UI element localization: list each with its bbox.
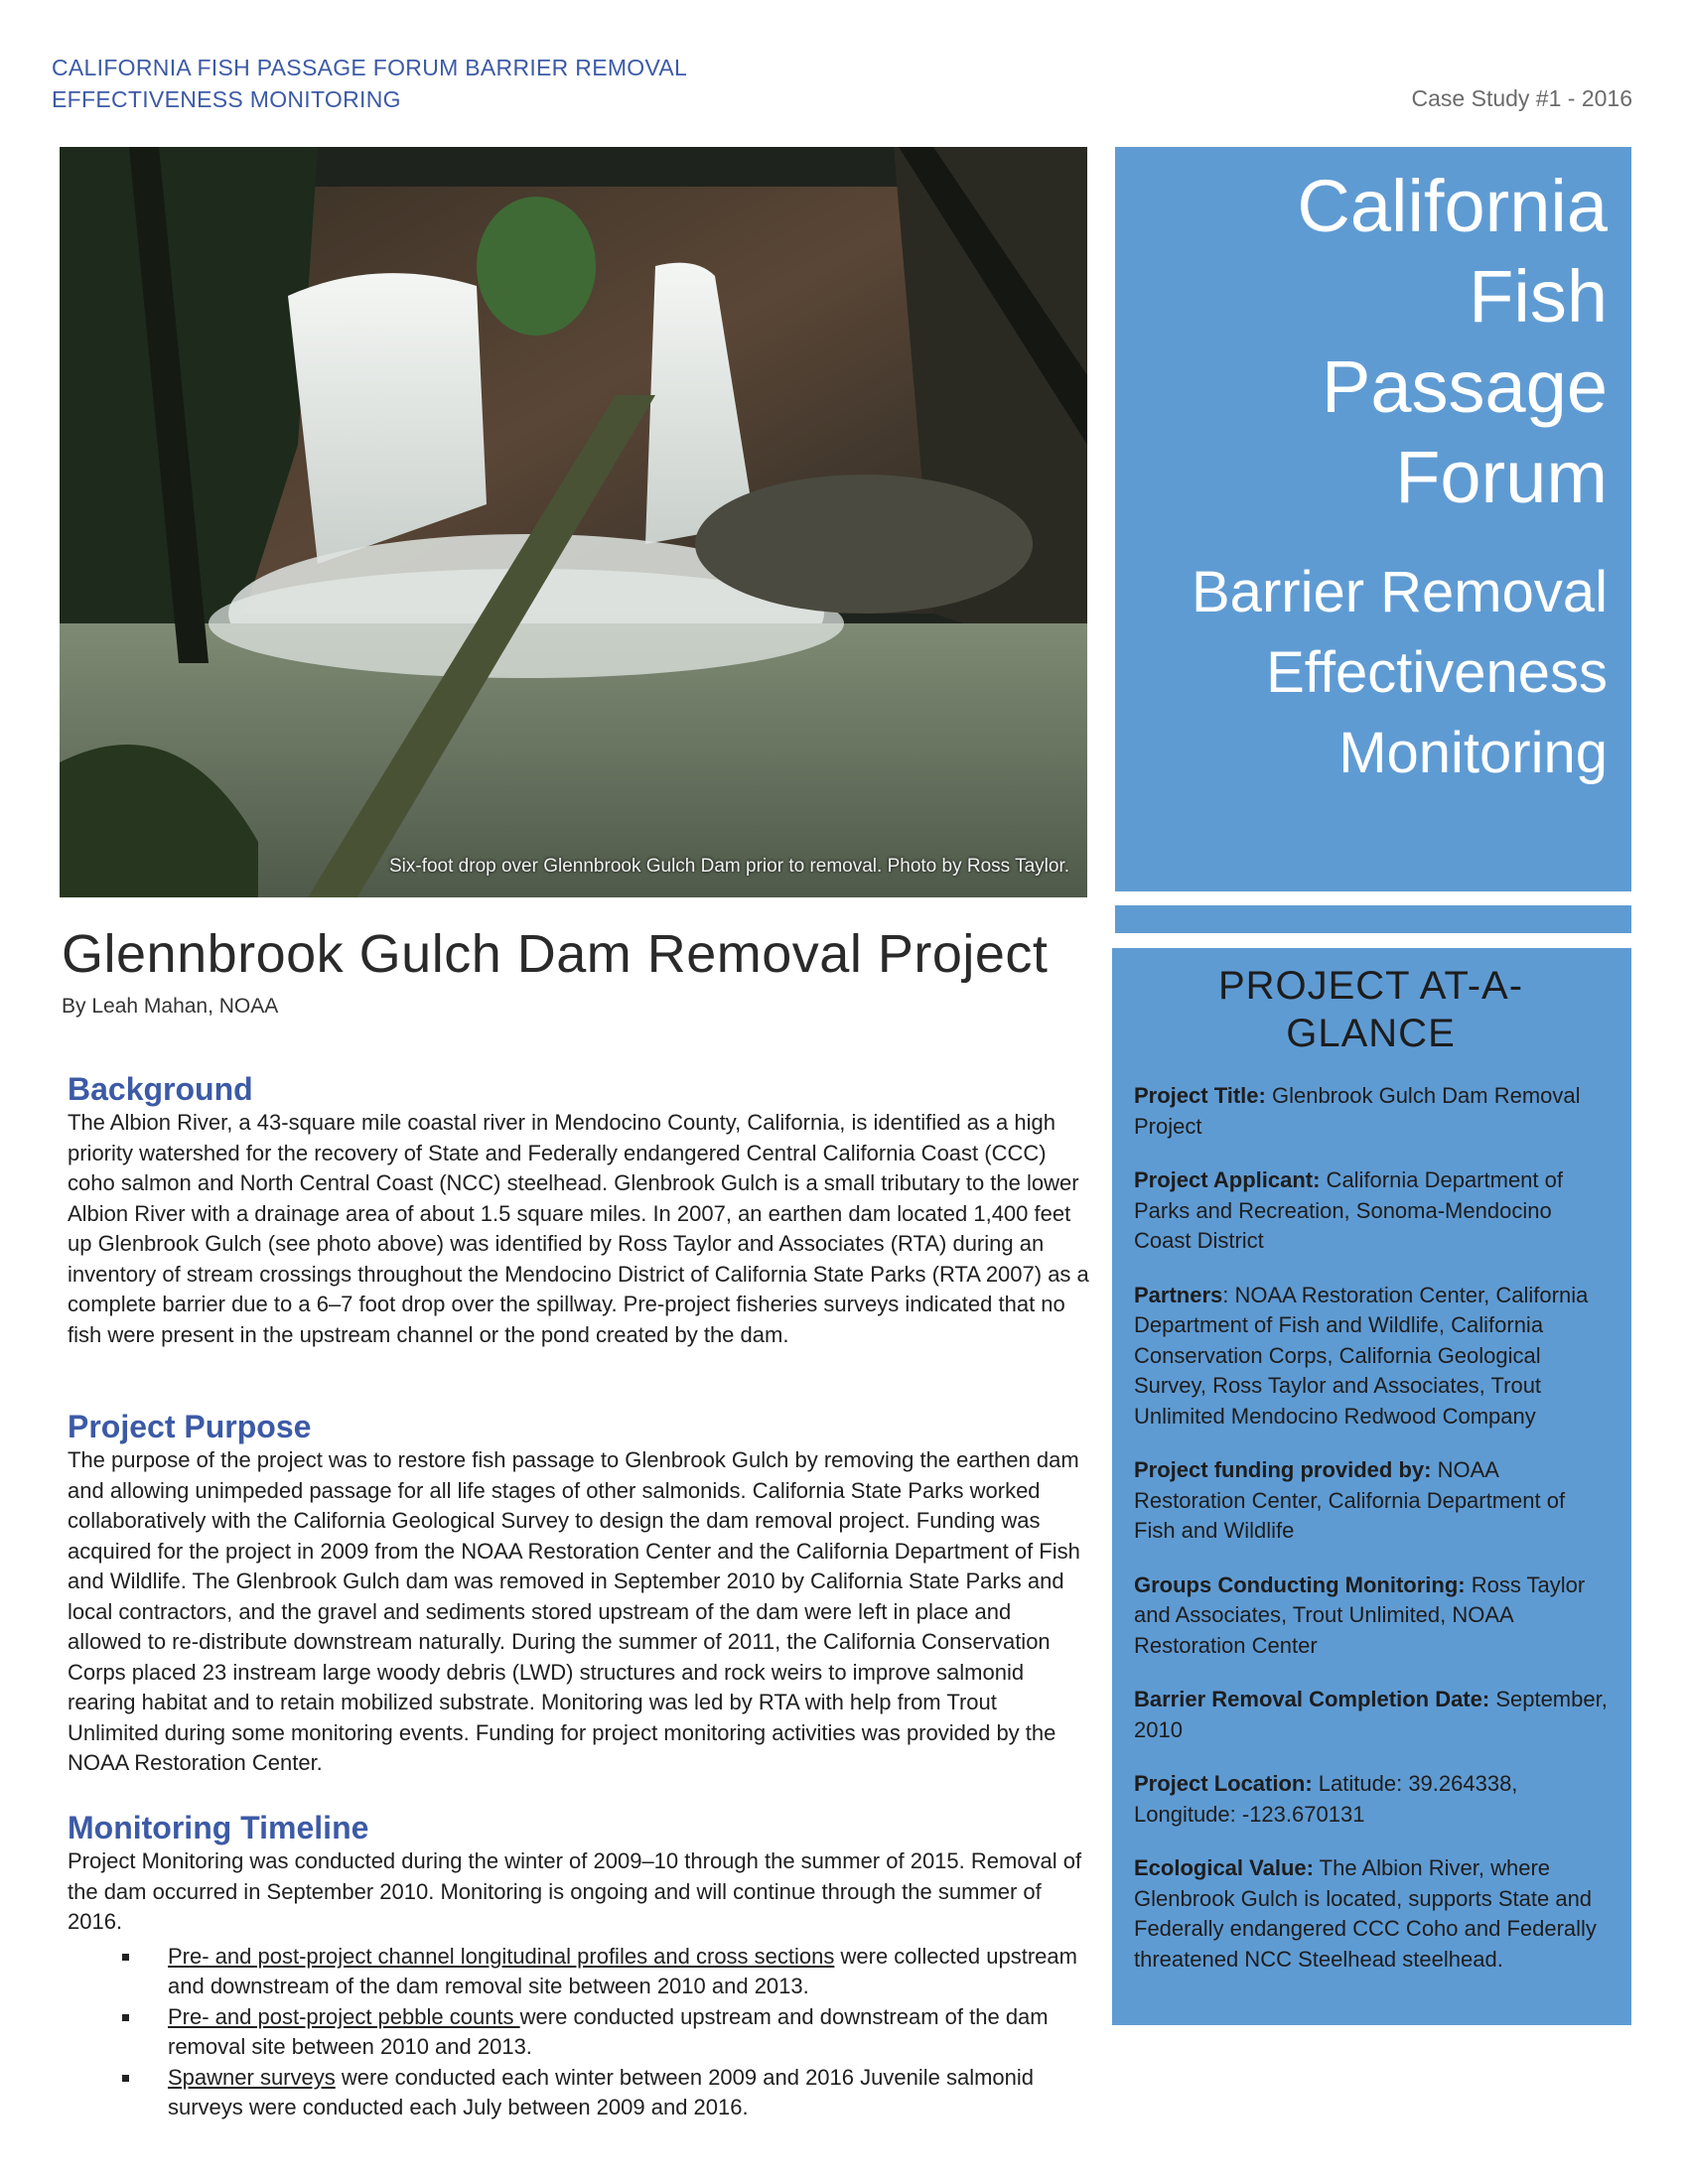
- glance-item-funding: [1134, 1455, 1608, 1547]
- purpose-heading: Project Purpose: [68, 1409, 312, 1444]
- glance-title: PROJECT AT-A-GLANCE: [1217, 964, 1524, 1055]
- waterfall-photo: [60, 147, 1087, 897]
- forum-subtitle-line2: Effectiveness: [1266, 640, 1608, 705]
- glance-item-completion-date: [1134, 1685, 1608, 1745]
- forum-subtitle-line1: Barrier Removal: [1192, 560, 1608, 624]
- timeline-text: Project Monitoring was conducted during the winter of 2009–10 through the summer of 2015. Removal of the dam occurred in September 2010. Monitoring is ongoing and will continue through the summer of 2016.: [68, 1848, 1082, 1934]
- glance-value: NOAA Restoration Center, California Department of Fish and Wildlife: [1134, 1457, 1566, 1543]
- divider-bar: [1115, 905, 1631, 933]
- glance-value: September, 2010: [1134, 1687, 1608, 1742]
- photo-caption: Six-foot drop over Glennbrook Gulch Dam prior to removal. Photo by Ross Taylor.: [388, 856, 1069, 877]
- running-header-line2: EFFECTIVENESS MONITORING: [52, 86, 401, 112]
- list-item-link: Pre- and post-project pebble counts: [168, 2003, 520, 2029]
- background-heading: Background: [68, 1071, 253, 1107]
- list-item-link: Spawner surveys: [168, 2064, 336, 2090]
- page-title: Glennbrook Gulch Dam Removal Project: [62, 924, 1049, 984]
- running-header: [52, 52, 806, 115]
- byline: By Leah Mahan, NOAA: [62, 995, 279, 1018]
- glance-item-partners: [1134, 1281, 1608, 1433]
- list-item: [68, 2063, 1090, 2123]
- glance-item-monitoring-groups: [1134, 1570, 1608, 1662]
- glance-label: Project Title:: [1134, 1083, 1266, 1108]
- forum-title-line1: California: [1297, 165, 1608, 247]
- forum-title: [1115, 161, 1608, 522]
- glance-label: Project Applicant:: [1134, 1167, 1321, 1192]
- timeline-section: [68, 1809, 1090, 2123]
- purpose-section: [68, 1408, 1090, 1779]
- forum-subtitle: [1115, 552, 1608, 793]
- background-text: The Albion River, a 43-square mile coastal river in Mendocino County, California, is identified as a high priority watershed for the recovery of State and Federally endangered Central California Coast (CCC) coho salmon and North Central Coast (NCC) steelhead. Glenbrook Gulch is a small tributary to the lower Albion River with a drainage area of about 1.5 square miles. In 2007, an earthen dam located 1,400 feet up Glenbrook Gulch (see photo above) was identified by Ross Taylor and Associates (RTA) during an inventory of stream crossings throughout the Mendocino District of California State Parks (RTA 2007) as a complete barrier due to a 6–7 foot drop over the spillway. Pre-project fisheries surveys indicated that no fish were present in the upstream channel or the pond created by the dam.: [68, 1110, 1089, 1347]
- forum-title-line3: Passage: [1322, 345, 1608, 428]
- list-item-text: were collected upstream and downstream of the dam removal site between 2010 and 2013.: [168, 1943, 1077, 1998]
- glance-label: Groups Conducting Monitoring:: [1134, 1571, 1466, 1597]
- monitoring-list: [68, 1942, 1090, 2123]
- title-panel: [1115, 147, 1631, 891]
- waterfall-illustration: [60, 147, 1087, 897]
- list-item-link: Pre- and post-project channel longitudinal profiles and cross sections: [168, 1943, 835, 1969]
- glance-label: Project funding provided by:: [1134, 1457, 1432, 1482]
- list-item: [68, 2002, 1090, 2063]
- list-item-text: were conducted upstream and downstream of the dam removal site between 2010 and 2013.: [168, 2003, 1049, 2059]
- glance-label: Ecological Value:: [1134, 1855, 1314, 1880]
- glance-label: Partners: [1134, 1282, 1223, 1307]
- forum-title-line4: Forum: [1395, 436, 1608, 518]
- background-section: [68, 1070, 1090, 1350]
- glance-value: The Albion River, where Glenbrook Gulch is located, supports State and Federally endangered CCC Coho and Federally threatened NCC Steelhead steelhead.: [1134, 1855, 1597, 1972]
- list-item: [68, 1942, 1090, 2002]
- glance-value: Ross Taylor and Associates, Trout Unlimited, NOAA Restoration Center: [1134, 1571, 1586, 1658]
- running-header-line1: CALIFORNIA FISH PASSAGE FORUM BARRIER REMOVAL: [52, 55, 688, 80]
- forum-title-line2: Fish: [1469, 255, 1608, 338]
- glance-value: Latitude: 39.264338, Longitude: -123.670131: [1134, 1771, 1518, 1827]
- timeline-heading: Monitoring Timeline: [68, 1810, 369, 1845]
- purpose-text: The purpose of the project was to restore fish passage to Glenbrook Gulch by removing the earthen dam and allowing unimpeded passage for all life stages of other salmonids. California State Parks worked collaboratively with the California Geological Survey to design the dam removal project. Funding was acquired for the project in 2009 from the NOAA Restoration Center and the California Department of Fish and Wildlife. The Glenbrook Gulch dam was removed in September 2010 by California State Parks and local contractors, and the gravel and sediments stored upstream of the dam were left in place and allowed to re-distribute downstream naturally. During the summer of 2011, the California Conservation Corps placed 23 instream large woody debris (LWD) structures and rock weirs to improve salmonid rearing habitat and to retain mobilized substrate. Monitoring was led by RTA with help from Trout Unlimited during some monitoring events. Funding for project monitoring activities was provided by the NOAA Restoration Center.: [68, 1447, 1080, 1775]
- glance-value: : NOAA Restoration Center, California Department of Fish and Wildlife, California Conservation Corps, California Geological Survey, Ross Taylor and Associates, Trout Unlimited Mendocino Redwood Company: [1134, 1282, 1589, 1429]
- glance-value: California Department of Parks and Recreation, Sonoma-Mendocino Coast District: [1134, 1167, 1563, 1253]
- forum-subtitle-line3: Monitoring: [1338, 721, 1608, 785]
- project-at-a-glance: [1112, 948, 1631, 2025]
- list-item-text: were conducted each winter between 2009 and 2016 Juvenile salmonid surveys were conducted each July between 2009 and 2016.: [168, 2064, 1034, 2119]
- glance-label: Barrier Removal Completion Date:: [1134, 1687, 1490, 1711]
- glance-value: Glenbrook Gulch Dam Removal Project: [1134, 1083, 1581, 1139]
- case-study-label: Case Study #1 - 2016: [1411, 85, 1632, 111]
- glance-label: Project Location:: [1134, 1771, 1313, 1796]
- glance-item-title: [1134, 1081, 1608, 1142]
- glance-item-ecological-value: [1134, 1853, 1608, 1975]
- glance-item-location: [1134, 1769, 1608, 1830]
- glance-item-applicant: [1134, 1165, 1608, 1257]
